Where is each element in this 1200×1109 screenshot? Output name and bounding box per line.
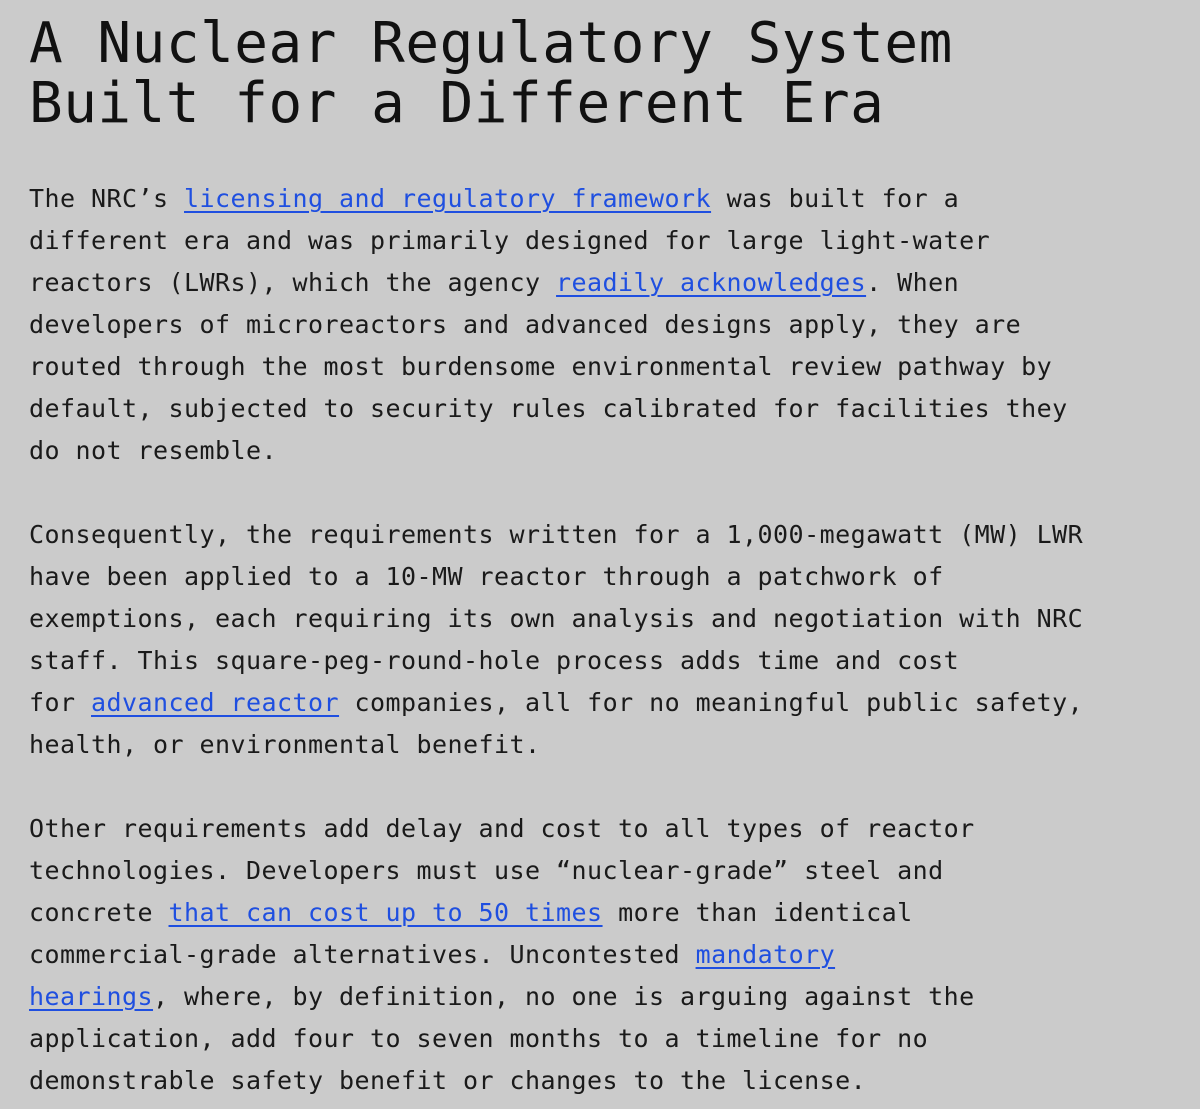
advanced-reactor-link[interactable]: advanced reactor [91,688,340,717]
paragraph-line: health, or environmental benefit. [29,730,541,759]
text-run: for [29,688,92,717]
article-title [29,11,1189,136]
paragraph-line [29,178,1189,220]
paragraph-2 [29,514,1189,766]
paragraph-line: different era and was primarily designed for large light-water [29,226,991,255]
paragraph-line [29,934,1189,976]
paragraph-line: Consequently, the requirements written for a 1,000-megawatt (MW) LWR [29,520,1084,549]
mandatory-hearings-link[interactable]: mandatory [695,940,836,969]
paragraph-line: technologies. Developers must use “nuclear-grade” steel and [29,856,944,885]
text-run: commercial-grade alternatives. Uncontested [29,940,696,969]
paragraph-line [29,262,1189,304]
paragraph-line: default, subjected to security rules calibrated for facilities they [29,394,1068,423]
paragraph-3 [29,808,1189,1102]
paragraph-line [29,682,1189,724]
title-line-2: Built for a Different Era [29,71,885,136]
text-run: . When [866,268,960,297]
paragraph-line [29,892,1189,934]
paragraph-1 [29,178,1189,472]
text-run: more than identical [602,898,913,927]
text-run: reactors (LWRs), which the agency [29,268,557,297]
paragraph-line: exemptions, each requiring its own analysis and negotiation with NRC [29,604,1084,633]
paragraph-line: have been applied to a 10-MW reactor through a patchwork of [29,562,944,591]
licensing-framework-link[interactable]: licensing and regulatory framework [184,184,712,213]
text-run: companies, all for no meaningful public safety, [339,688,1084,717]
paragraph-line: do not resemble. [29,436,278,465]
readily-acknowledges-link[interactable]: readily acknowledges [556,268,867,297]
paragraph-line: developers of microreactors and advanced designs apply, they are [29,310,1022,339]
text-run: concrete [29,898,169,927]
paragraph-line: application, add four to seven months to a timeline for no [29,1024,929,1053]
mandatory-hearings-link-cont[interactable]: hearings [29,982,154,1011]
paragraph-line: demonstrable safety benefit or changes to the license. [29,1066,867,1095]
paragraph-line: routed through the most burdensome environmental review pathway by [29,352,1053,381]
paragraph-line: Other requirements add delay and cost to all types of reactor [29,814,975,843]
cost-50-times-link[interactable]: that can cost up to 50 times [168,898,603,927]
article-body [29,178,1189,1102]
text-run: , where, by definition, no one is arguing against the [153,982,975,1011]
paragraph-line [29,976,1189,1018]
title-line-1: A Nuclear Regulatory System [29,11,953,76]
paragraph-line: staff. This square-peg-round-hole process adds time and cost [29,646,960,675]
text-run: The NRC’s [29,184,185,213]
text-run: was built for a [711,184,960,213]
